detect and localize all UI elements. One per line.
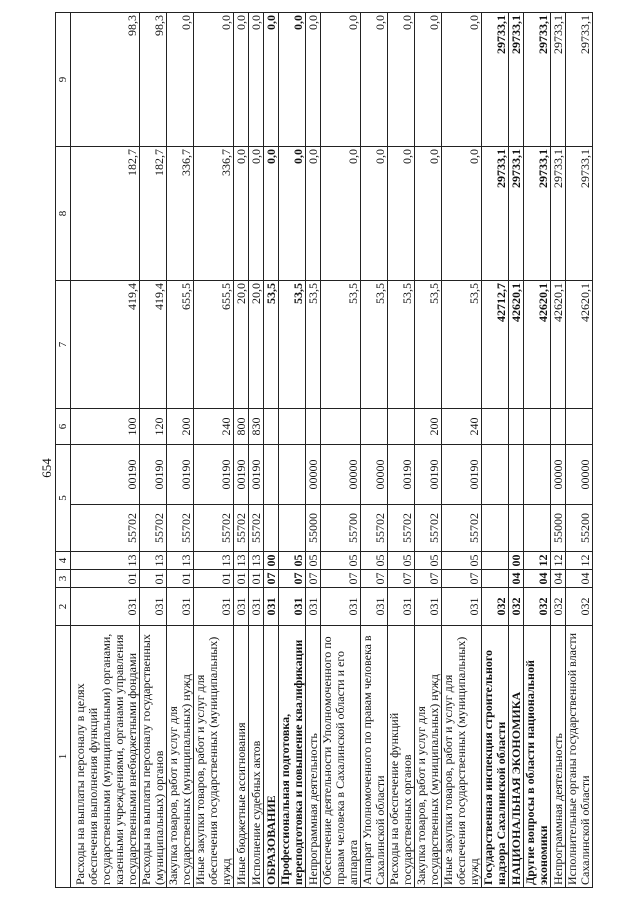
- row-code-6: [306, 409, 321, 445]
- row-name: Иные закупки товаров, работ и услуг для обеспечения государственных (муниципальных) нужд: [442, 626, 482, 888]
- row-code-5a: 55702: [167, 505, 194, 552]
- row-code-2: 031: [234, 588, 249, 626]
- row-code-6: [566, 409, 593, 445]
- row-code-6: 200: [167, 409, 194, 445]
- row-code-2: 031: [264, 588, 279, 626]
- row-name: Исполнительные органы государственной власти Сахалинской области: [566, 626, 593, 888]
- row-code-2: 031: [388, 588, 415, 626]
- row-code-5b: [264, 445, 279, 505]
- row-code-5b: 00000: [551, 445, 566, 505]
- row-code-6: 120: [140, 409, 167, 445]
- row-value-8: 0,0: [321, 147, 361, 281]
- row-code-4: 05: [361, 552, 388, 570]
- row-code-2: 031: [442, 588, 482, 626]
- table-row: [279, 13, 306, 888]
- row-code-3: 04: [566, 570, 593, 588]
- row-code-5b: 00190: [71, 445, 140, 505]
- table-row: [524, 13, 551, 888]
- row-value-8: 336,7: [194, 147, 234, 281]
- row-code-3: 07: [321, 570, 361, 588]
- budget-table: [55, 12, 593, 888]
- row-code-6: 200: [415, 409, 442, 445]
- row-code-2: 031: [415, 588, 442, 626]
- row-code-6: 800: [234, 409, 249, 445]
- row-code-5a: 55702: [388, 505, 415, 552]
- row-code-4: 05: [442, 552, 482, 570]
- row-code-6: [264, 409, 279, 445]
- row-code-5a: 55702: [361, 505, 388, 552]
- table-row: [415, 13, 442, 888]
- col-header-6: 6: [56, 409, 71, 445]
- row-code-2: 031: [194, 588, 234, 626]
- row-code-3: 01: [167, 570, 194, 588]
- table-row: [361, 13, 388, 888]
- row-code-5b: 00190: [415, 445, 442, 505]
- header-row: [56, 13, 71, 888]
- row-name: Закупка товаров, работ и услуг для государственных (муниципальных) нужд: [415, 626, 442, 888]
- row-value-7: 53,5: [321, 281, 361, 409]
- row-code-3: 01: [194, 570, 234, 588]
- row-code-4: 13: [194, 552, 234, 570]
- row-code-4: 13: [167, 552, 194, 570]
- row-code-2: 031: [279, 588, 306, 626]
- row-code-5b: 00190: [234, 445, 249, 505]
- row-value-7: 53,5: [306, 281, 321, 409]
- row-code-5a: 55000: [551, 505, 566, 552]
- row-code-2: 032: [482, 588, 509, 626]
- row-code-2: 031: [249, 588, 264, 626]
- row-code-3: 04: [551, 570, 566, 588]
- row-value-8: 0,0: [264, 147, 279, 281]
- row-value-9: 0,0: [279, 13, 306, 147]
- row-value-7: 655,5: [167, 281, 194, 409]
- row-value-8: 0,0: [279, 147, 306, 281]
- row-code-3: 07: [306, 570, 321, 588]
- row-name: Обеспечение деятельности Уполномоченного по правам человека в Сахалинской области и его аппарата: [321, 626, 361, 888]
- row-name: Аппарат Уполномоченного по правам человека в Сахалинской области: [361, 626, 388, 888]
- row-code-4: 05: [321, 552, 361, 570]
- row-code-3: 01: [140, 570, 167, 588]
- row-code-5b: 00000: [306, 445, 321, 505]
- row-value-9: 0,0: [249, 13, 264, 147]
- table-row: [306, 13, 321, 888]
- row-value-9: 0,0: [234, 13, 249, 147]
- table-row: [71, 13, 140, 888]
- row-code-5a: 55700: [321, 505, 361, 552]
- col-header-5: 5: [56, 445, 71, 552]
- row-name: ОБРАЗОВАНИЕ: [264, 626, 279, 888]
- row-value-8: 0,0: [306, 147, 321, 281]
- row-name: Закупка товаров, работ и услуг для государственных (муниципальных) нужд: [167, 626, 194, 888]
- row-code-5a: 55200: [566, 505, 593, 552]
- row-name: Другие вопросы в области национальной экономики: [524, 626, 551, 888]
- row-code-5a: [279, 505, 306, 552]
- row-value-8: 29733,1: [509, 147, 524, 281]
- row-code-5a: 55702: [442, 505, 482, 552]
- row-value-8: 29733,1: [524, 147, 551, 281]
- row-code-4: 13: [234, 552, 249, 570]
- row-code-3: 07: [279, 570, 306, 588]
- row-code-4: 00: [509, 552, 524, 570]
- row-value-7: 53,5: [388, 281, 415, 409]
- row-value-9: 29733,1: [509, 13, 524, 147]
- row-code-3: 07: [415, 570, 442, 588]
- row-value-7: 53,5: [415, 281, 442, 409]
- row-value-8: 0,0: [361, 147, 388, 281]
- row-code-5b: [279, 445, 306, 505]
- row-code-6: [482, 409, 509, 445]
- row-code-6: [321, 409, 361, 445]
- row-code-5b: 00190: [167, 445, 194, 505]
- row-value-7: 20,0: [234, 281, 249, 409]
- row-value-7: 53,5: [361, 281, 388, 409]
- row-code-2: 032: [509, 588, 524, 626]
- row-name: Непрограммная деятельность: [306, 626, 321, 888]
- table-row: [140, 13, 167, 888]
- row-code-4: 13: [249, 552, 264, 570]
- row-code-5a: 55702: [415, 505, 442, 552]
- row-value-8: 336,7: [167, 147, 194, 281]
- row-code-4: 05: [279, 552, 306, 570]
- row-code-6: [524, 409, 551, 445]
- row-code-3: 07: [442, 570, 482, 588]
- row-code-3: 01: [249, 570, 264, 588]
- row-code-5a: 55702: [71, 505, 140, 552]
- table-row: [442, 13, 482, 888]
- col-header-2: 2: [56, 588, 71, 626]
- row-code-6: [388, 409, 415, 445]
- row-value-8: 0,0: [442, 147, 482, 281]
- col-header-9: 9: [56, 13, 71, 147]
- table-row: [234, 13, 249, 888]
- row-code-3: 07: [264, 570, 279, 588]
- row-value-9: 29733,1: [524, 13, 551, 147]
- row-value-8: 29733,1: [551, 147, 566, 281]
- row-code-3: [482, 570, 509, 588]
- row-code-6: 240: [194, 409, 234, 445]
- row-code-5b: 00190: [140, 445, 167, 505]
- row-name: Непрограммная деятельность: [551, 626, 566, 888]
- row-code-5b: 00000: [321, 445, 361, 505]
- row-value-8: 0,0: [415, 147, 442, 281]
- row-code-5b: 00000: [361, 445, 388, 505]
- table-row: [551, 13, 566, 888]
- row-code-5a: 55702: [140, 505, 167, 552]
- row-code-6: [509, 409, 524, 445]
- row-code-2: 031: [321, 588, 361, 626]
- row-code-5b: 00000: [566, 445, 593, 505]
- table-row: [482, 13, 509, 888]
- row-code-3: 01: [71, 570, 140, 588]
- row-code-4: 13: [140, 552, 167, 570]
- col-header-4: 4: [56, 552, 71, 570]
- table-row: [388, 13, 415, 888]
- document-sheet: [37, 13, 592, 888]
- row-name: Государственная инспекция строительного надзора Сахалинской области: [482, 626, 509, 888]
- row-value-9: 98,3: [140, 13, 167, 147]
- row-code-5b: [509, 445, 524, 505]
- row-value-9: 0,0: [388, 13, 415, 147]
- row-name: Расходы на выплаты персоналу в целях обеспечения выполнения функций государственными (муниципальными) органами, казенными учреждениями, органами управления государственными внебюджетными фондами: [71, 626, 140, 888]
- row-code-2: 032: [524, 588, 551, 626]
- row-code-3: 01: [234, 570, 249, 588]
- row-value-9: 0,0: [442, 13, 482, 147]
- row-code-5a: [264, 505, 279, 552]
- row-value-7: 53,5: [264, 281, 279, 409]
- row-code-5a: 55702: [234, 505, 249, 552]
- row-value-7: 20,0: [249, 281, 264, 409]
- row-value-8: 0,0: [388, 147, 415, 281]
- row-value-7: 42620,1: [551, 281, 566, 409]
- row-code-2: 032: [551, 588, 566, 626]
- row-code-3: 07: [388, 570, 415, 588]
- row-code-4: 12: [551, 552, 566, 570]
- row-code-4: 12: [566, 552, 593, 570]
- row-code-2: 031: [167, 588, 194, 626]
- page-number: 654: [39, 458, 54, 478]
- row-code-3: 07: [361, 570, 388, 588]
- table-row: [264, 13, 279, 888]
- row-code-4: 05: [306, 552, 321, 570]
- table-body: [71, 13, 593, 888]
- row-code-4: 05: [415, 552, 442, 570]
- row-value-7: 53,5: [442, 281, 482, 409]
- row-code-4: [482, 552, 509, 570]
- table-row: [167, 13, 194, 888]
- col-header-3: 3: [56, 570, 71, 588]
- row-code-5b: 00190: [194, 445, 234, 505]
- row-value-7: 53,5: [279, 281, 306, 409]
- row-code-3: 04: [524, 570, 551, 588]
- row-value-8: 0,0: [234, 147, 249, 281]
- row-value-9: 0,0: [306, 13, 321, 147]
- row-name: НАЦИОНАЛЬНАЯ ЭКОНОМИКА: [509, 626, 524, 888]
- row-code-5b: 00190: [388, 445, 415, 505]
- row-value-9: 0,0: [264, 13, 279, 147]
- row-code-6: [551, 409, 566, 445]
- row-code-4: 12: [524, 552, 551, 570]
- row-code-5a: 55000: [306, 505, 321, 552]
- row-code-3: 04: [509, 570, 524, 588]
- row-code-4: 00: [264, 552, 279, 570]
- row-code-5b: 00190: [442, 445, 482, 505]
- row-name: Профессиональная подготовка, переподготовка и повышение квалификации: [279, 626, 306, 888]
- row-value-9: 0,0: [415, 13, 442, 147]
- row-name: Иные закупки товаров, работ и услуг для обеспечения государственных (муниципальных) нужд: [194, 626, 234, 888]
- row-value-7: 419,4: [71, 281, 140, 409]
- table-row: [566, 13, 593, 888]
- row-value-8: 182,7: [140, 147, 167, 281]
- row-code-5b: [482, 445, 509, 505]
- row-code-2: 031: [140, 588, 167, 626]
- row-value-9: 29733,1: [482, 13, 509, 147]
- row-code-2: 032: [566, 588, 593, 626]
- row-name: Иные бюджетные ассигнования: [234, 626, 249, 888]
- row-value-9: 0,0: [167, 13, 194, 147]
- row-value-8: 29733,1: [482, 147, 509, 281]
- row-code-6: [279, 409, 306, 445]
- row-code-5b: 00190: [249, 445, 264, 505]
- table-row: [249, 13, 264, 888]
- row-value-8: 0,0: [249, 147, 264, 281]
- row-value-7: 42712,7: [482, 281, 509, 409]
- row-value-7: 419,4: [140, 281, 167, 409]
- row-code-5b: [524, 445, 551, 505]
- row-value-9: 0,0: [361, 13, 388, 147]
- row-code-5a: [524, 505, 551, 552]
- row-code-4: 13: [71, 552, 140, 570]
- row-code-5a: [509, 505, 524, 552]
- row-code-5a: 55702: [249, 505, 264, 552]
- row-name: Исполнение судебных актов: [249, 626, 264, 888]
- row-value-8: 29733,1: [566, 147, 593, 281]
- row-value-9: 0,0: [321, 13, 361, 147]
- row-code-5a: 55702: [194, 505, 234, 552]
- row-code-6: 100: [71, 409, 140, 445]
- col-header-7: 7: [56, 281, 71, 409]
- row-value-9: 29733,1: [551, 13, 566, 147]
- row-code-2: 031: [306, 588, 321, 626]
- row-value-7: 42620,1: [509, 281, 524, 409]
- table-row: [194, 13, 234, 888]
- row-name: Расходы на обеспечение функций государственных органов: [388, 626, 415, 888]
- row-value-9: 98,3: [71, 13, 140, 147]
- table-row: [321, 13, 361, 888]
- row-code-6: [361, 409, 388, 445]
- row-value-7: 655,5: [194, 281, 234, 409]
- row-code-4: 05: [388, 552, 415, 570]
- row-value-9: 0,0: [194, 13, 234, 147]
- col-header-1: 1: [56, 626, 71, 888]
- table-row: [509, 13, 524, 888]
- row-code-6: 240: [442, 409, 482, 445]
- row-code-2: 031: [361, 588, 388, 626]
- row-code-2: 031: [71, 588, 140, 626]
- row-name: Расходы на выплаты персоналу государственных (муниципальных) органов: [140, 626, 167, 888]
- col-header-8: 8: [56, 147, 71, 281]
- row-code-6: 830: [249, 409, 264, 445]
- row-value-7: 42620,1: [524, 281, 551, 409]
- row-value-8: 182,7: [71, 147, 140, 281]
- row-value-7: 42620,1: [566, 281, 593, 409]
- row-code-5a: [482, 505, 509, 552]
- row-value-9: 29733,1: [566, 13, 593, 147]
